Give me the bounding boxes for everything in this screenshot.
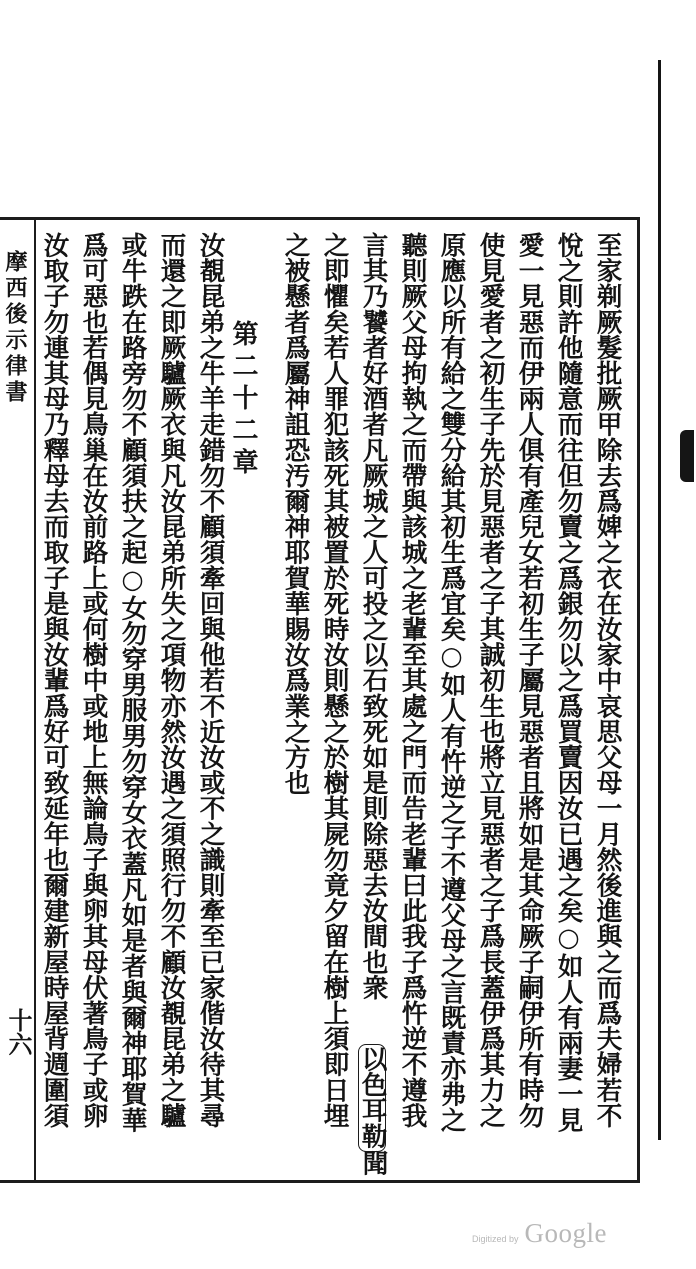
bottom-border	[0, 1180, 640, 1183]
text-column-14: 汝取子勿連其母乃釋母去而取子是與汝輩爲好可致延年也爾建新屋時屋背週圍須	[39, 232, 70, 1128]
binding-edge	[658, 60, 661, 1140]
spine-divider	[34, 217, 36, 1183]
boxed-name: 以色耳勒	[358, 1044, 386, 1152]
text-column-7	[357, 232, 389, 1176]
digitized-by-label: Digitized by	[472, 1234, 519, 1244]
text-column-13: 爲可惡也若偶見鳥巢在汝前路上或何樹中或地上無論鳥子與卵其母伏著鳥子或卵	[78, 232, 109, 1128]
text-column-12: 或牛跌在路旁勿不顧須扶之起○女勿穿男服男勿穿女衣蓋凡如是者與爾神耶賀華	[117, 232, 148, 1133]
text-column-9: 之被懸者爲屬神詛恐汚爾神耶賀華賜汝爲業之方也	[280, 232, 311, 796]
text-column-7-tail: 聞	[358, 1150, 389, 1176]
text-column-8: 之即懼矣若人罪犯該死其被置於死時汝則懸之於樹其屍勿竟夕留在樹上須即日埋	[319, 232, 350, 1128]
text-column-3: 愛一見惡而伊兩人俱有產兒女若初生子屬見惡者且將如是其命厥子嗣伊所有時勿	[514, 232, 545, 1128]
google-watermark	[472, 1218, 607, 1249]
google-logo: Google	[524, 1218, 608, 1248]
text-column-7-main: 言其乃饕者好酒者凡厥城之人可投之以石致死如是則除惡去汝間也衆	[358, 232, 389, 1000]
top-border	[0, 217, 640, 220]
text-column-4: 使見愛者之初生子先於見惡者之子其誠初生也將立見惡者之子爲長蓋伊爲其力之	[475, 232, 506, 1128]
text-column-1: 至家剃厥髮批厥甲除去爲婢之衣在汝家中哀思父母一月然後進與之而爲夫婦若不	[592, 232, 623, 1128]
text-column-5: 原應以所有給之雙分給其初生爲宜矣○如人有忤逆之子不遵父母之言既責亦弗之	[436, 232, 467, 1133]
chapter-heading: 第二十二章	[228, 320, 258, 480]
text-column-6: 聽則厥父母拘執之而帶與該城之老輩至其處之門而告老輩曰此我子爲忤逆不遵我	[397, 232, 428, 1128]
text-column-2: 悅之則許他隨意而往但勿賣之爲銀勿以之爲買賣因汝已遇之矣○如人有兩妻一見	[553, 232, 584, 1133]
right-border	[637, 217, 640, 1183]
binding-mark	[680, 430, 694, 482]
page-number: 十六	[4, 1008, 33, 1056]
text-column-10: 汝覩昆弟之牛羊走錯勿不顧須牽回與他若不近汝或不之識則牽至已家偕汝待其尋	[195, 232, 226, 1128]
text-column-11: 而還之即厥驢厥衣與凡汝昆弟所失之項物亦然汝遇之須照行勿不顧汝覩昆弟之驢	[156, 232, 187, 1128]
spine-title: 摩西後示律書	[2, 250, 28, 406]
